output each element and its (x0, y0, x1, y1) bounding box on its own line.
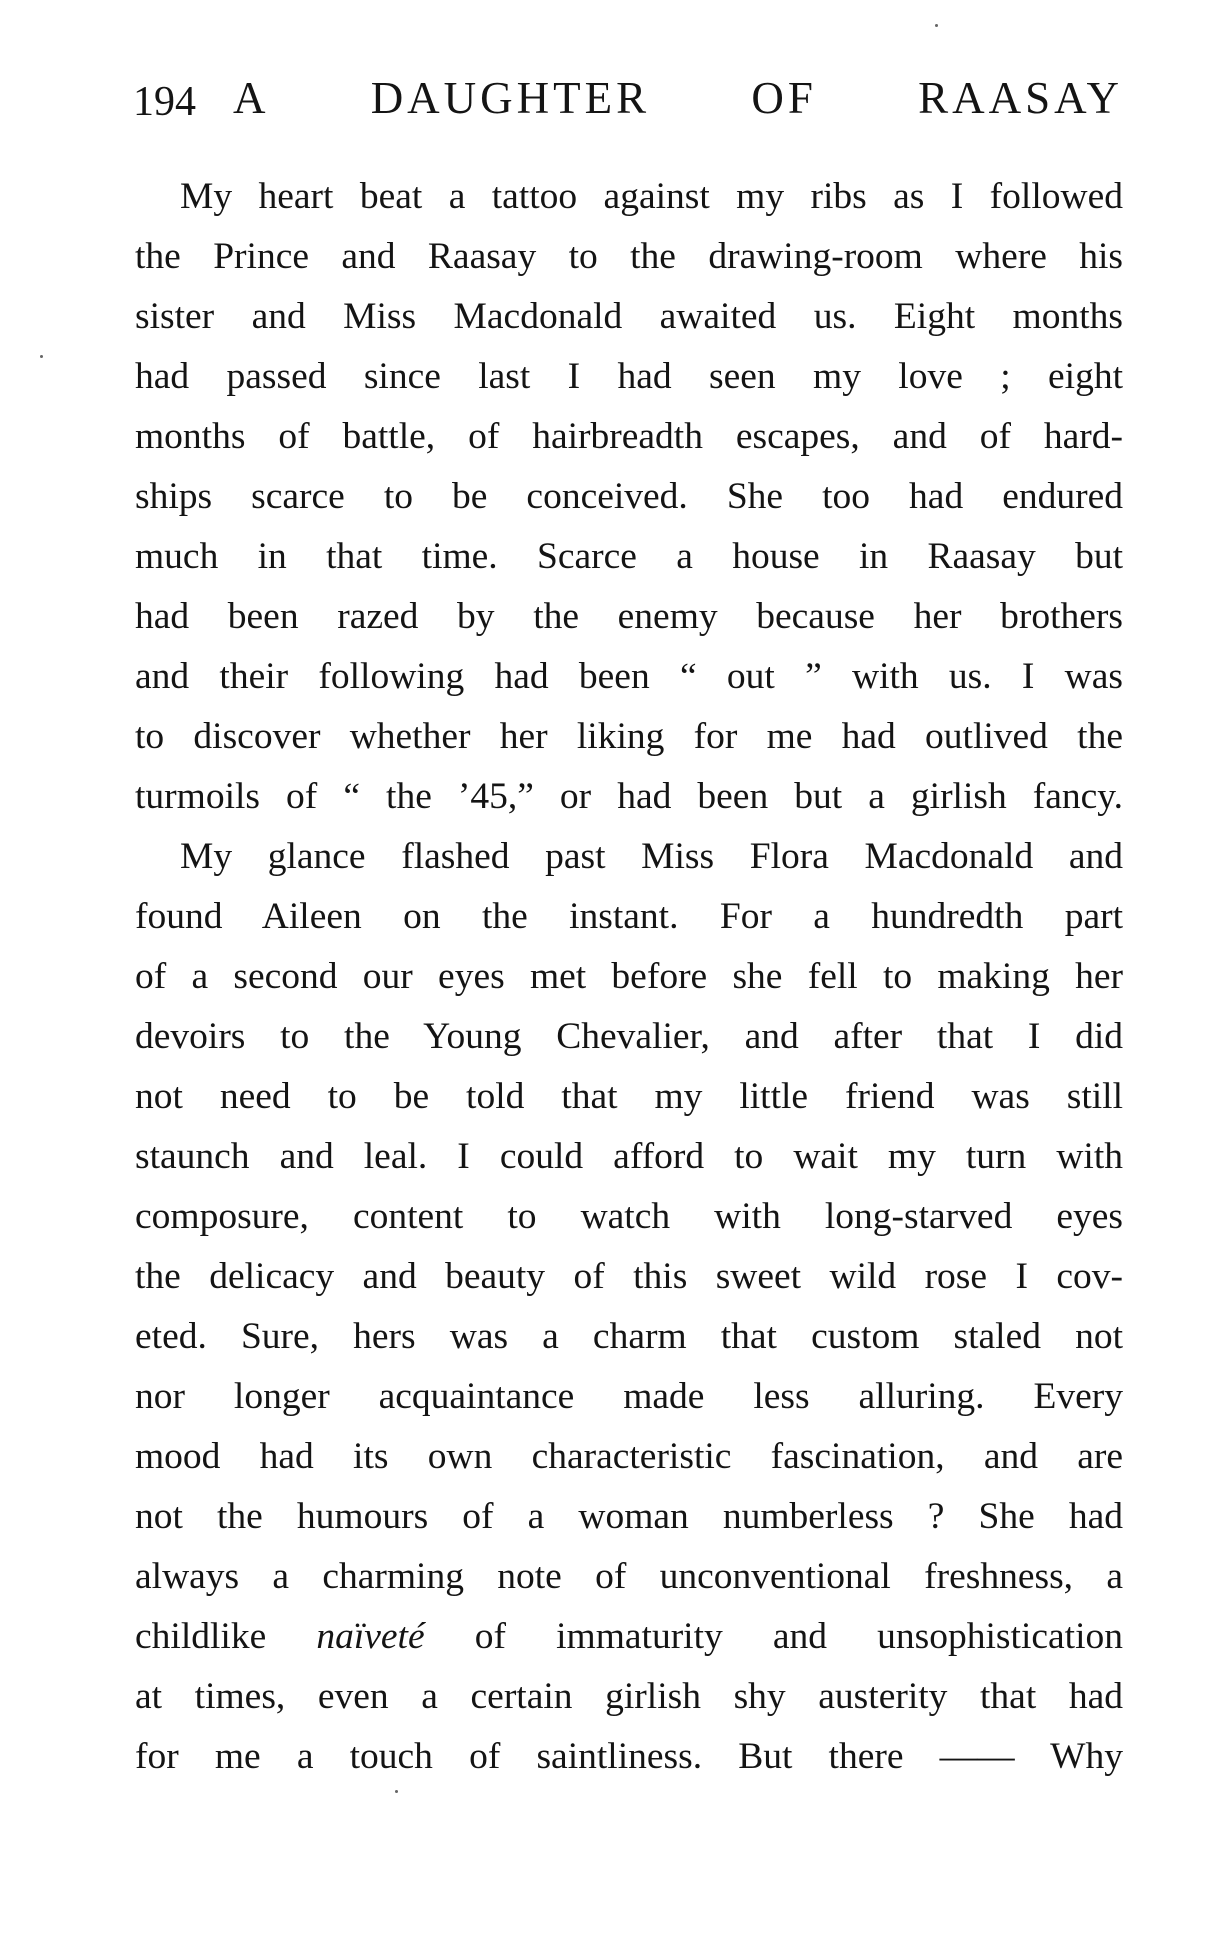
text-line: not need to be told that my little friend was still (135, 1076, 1123, 1117)
text-line: the delicacy and beauty of this sweet wild rose I cov- (135, 1256, 1123, 1297)
text-line: found Aileen on the instant. For a hundredth part (135, 896, 1123, 937)
text-line: and their following had been “ out ” with us. I was (135, 656, 1123, 697)
text-line: composure, content to watch with long-starved eyes (135, 1196, 1123, 1237)
text-line: eted. Sure, hers was a charm that custom staled not (135, 1316, 1123, 1357)
text-line: nor longer acquaintance made less alluring. Every (135, 1376, 1123, 1417)
text-line: at times, even a certain girlish shy austerity that had (135, 1676, 1123, 1717)
italic-phrase: naïveté (316, 1616, 425, 1657)
body-text (135, 167, 1123, 1787)
book-title-word: A (233, 73, 270, 123)
text-line: turmoils of “ the ’45,” or had been but a girlish fancy. (135, 776, 1123, 817)
text-line: sister and Miss Macdonald awaited us. Eight months (135, 296, 1123, 337)
book-title (233, 72, 1123, 124)
text-line: always a charming note of unconventional freshness, a (135, 1556, 1123, 1597)
text-line: mood had its own characteristic fascination, and are (135, 1436, 1123, 1477)
page-number: 194 (133, 79, 196, 125)
book-title-word: RAASAY (918, 73, 1123, 123)
text-line: ships scarce to be conceived. She too had endured (135, 476, 1123, 517)
text-line: had passed since last I had seen my love ; eight (135, 356, 1123, 397)
text-line: My glance flashed past Miss Flora Macdonald and (180, 836, 1123, 877)
paper-speck (40, 355, 43, 358)
text-line: the Prince and Raasay to the drawing-room where his (135, 236, 1123, 277)
text-line: much in that time. Scarce a house in Raasay but (135, 536, 1123, 577)
text-line: for me a touch of saintliness. But there —— Why (135, 1736, 1123, 1777)
paper-speck (395, 1790, 398, 1793)
text-segment: of immaturity and unsophistication (424, 1616, 1123, 1657)
text-line: not the humours of a woman numberless ? She had (135, 1496, 1123, 1537)
paper-speck (935, 24, 938, 27)
text-line: devoirs to the Young Chevalier, and after that I did (135, 1016, 1123, 1057)
text-segment: childlike (135, 1616, 317, 1657)
book-title-word: DAUGHTER (370, 73, 651, 123)
text-line: staunch and leal. I could afford to wait my turn with (135, 1136, 1123, 1177)
text-line: My heart beat a tattoo against my ribs as I followed (180, 176, 1123, 217)
text-line: had been razed by the enemy because her brothers (135, 596, 1123, 637)
text-line: months of battle, of hairbreadth escapes, and of hard- (135, 416, 1123, 457)
book-title-word: OF (751, 73, 817, 123)
text-line: to discover whether her liking for me had outlived the (135, 716, 1123, 757)
text-line: of a second our eyes met before she fell to making her (135, 956, 1123, 997)
text-line-with-italic (135, 1607, 1123, 1667)
running-head (133, 72, 1123, 132)
